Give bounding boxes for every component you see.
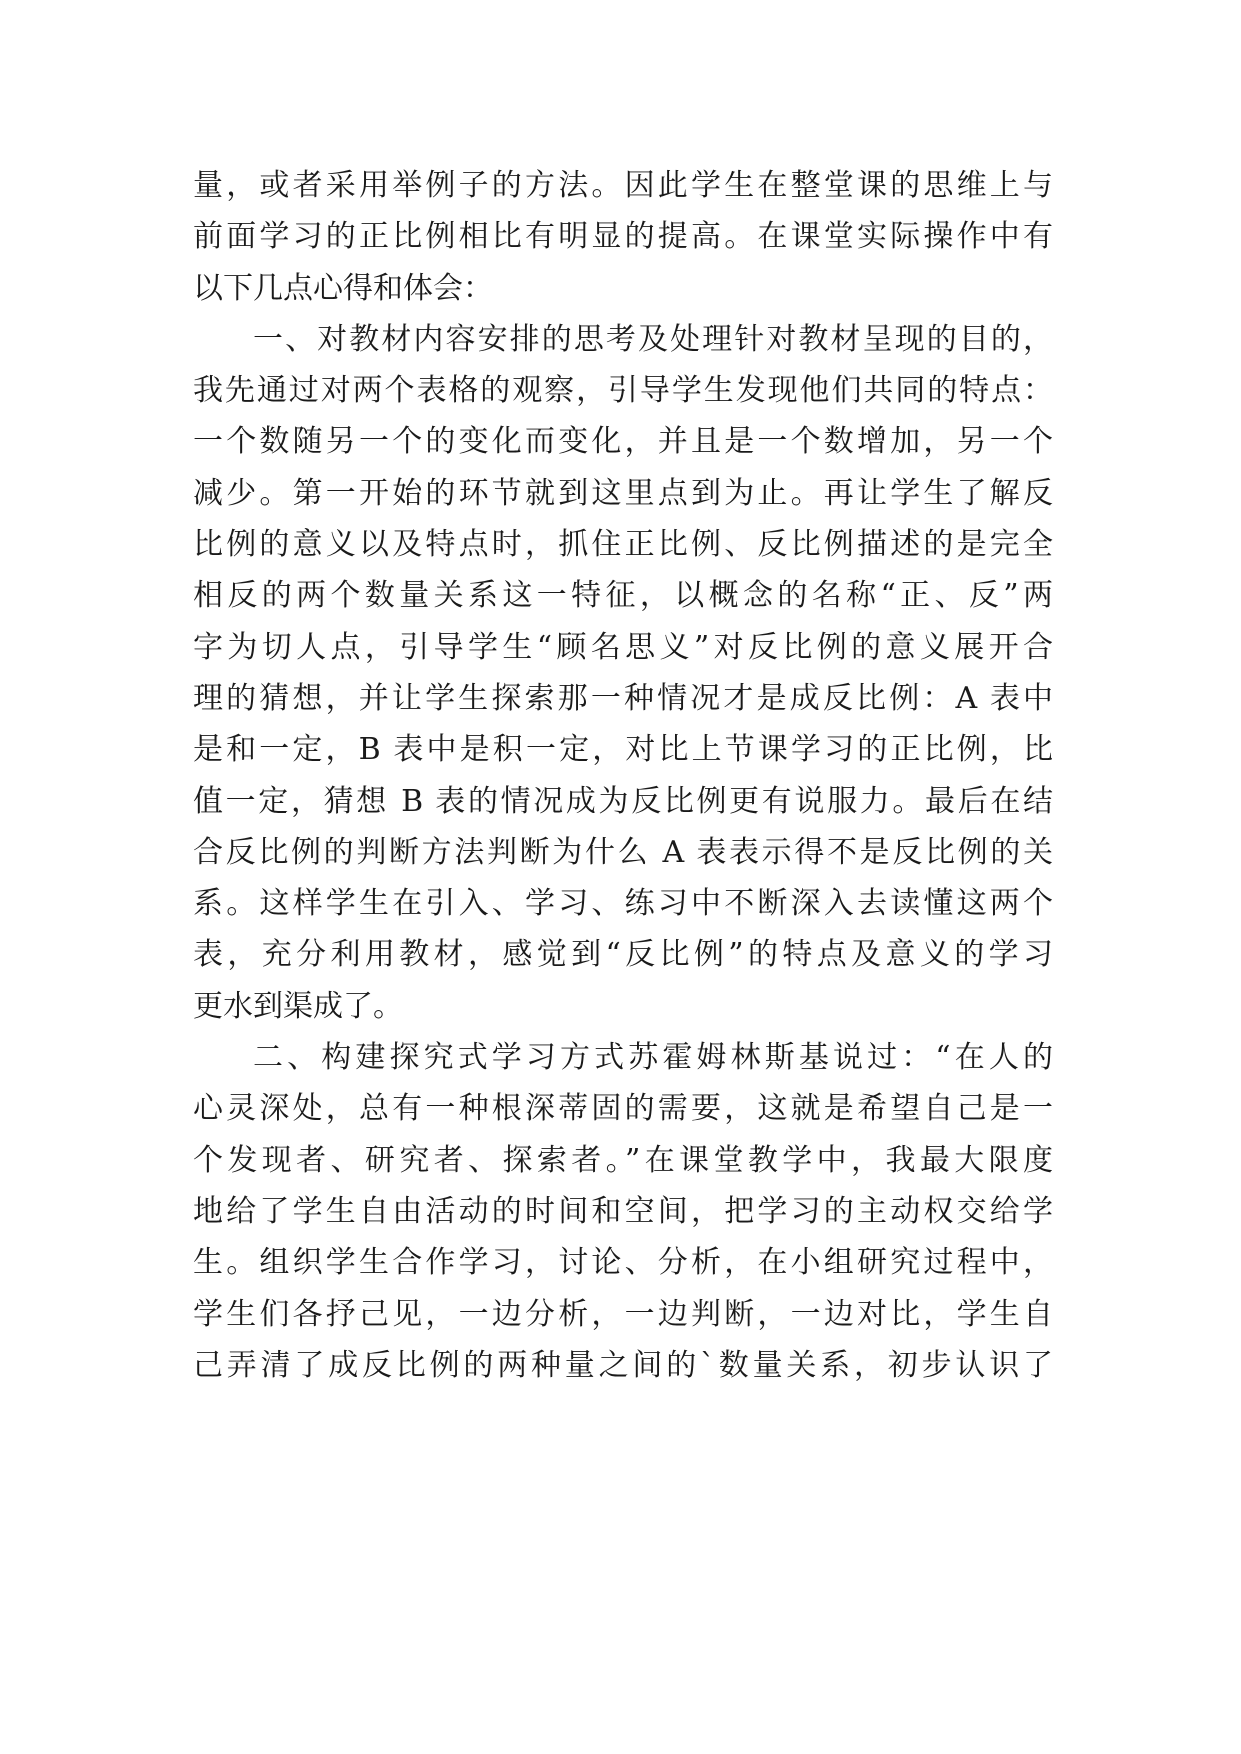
text-line: 表，充分利用教材，感觉到“反比例”的特点及意义的学习: [193, 937, 1053, 973]
paragraph-first-line: 一、对教材内容安排的思考及处理针对教材呈现的目的，: [253, 321, 1053, 357]
text-line: 心灵深处，总有一种根深蒂固的需要，这就是希望自己是一: [193, 1091, 1053, 1127]
text-line: 以下几点心得和体会：: [193, 270, 493, 306]
text-line: 个发现者、研究者、探索者。”在课堂教学中，我最大限度: [193, 1142, 1053, 1178]
text-line: 比例的意义以及特点时，抓住正比例、反比例描述的是完全: [193, 527, 1053, 563]
text-line: 学生们各抒己见，一边分析，一边判断，一边对比，学生自: [193, 1296, 1053, 1332]
paragraph-first-line: 二、构建探究式学习方式苏霍姆林斯基说过：“在人的: [253, 1040, 1053, 1076]
text-line: 生。组织学生合作学习，讨论、分析，在小组研究过程中，: [193, 1245, 1053, 1281]
text-line: 量，或者采用举例子的方法。因此学生在整堂课的思维上与: [193, 168, 1053, 203]
text-line: 一个数随另一个的变化而变化，并且是一个数增加，另一个: [193, 424, 1053, 460]
text-line: 值一定，猜想 B 表的情况成为反比例更有说服力。最后在结: [193, 783, 1053, 819]
text-line: 己弄清了成反比例的两种量之间的`数量关系，初步认识了: [193, 1347, 1053, 1383]
text-line: 我先通过对两个表格的观察，引导学生发现他们共同的特点：: [193, 373, 1053, 409]
text-line: 理的猜想，并让学生探索那一种情况才是成反比例：A 表中: [193, 680, 1053, 716]
text-line: 合反比例的判断方法判断为什么 A 表表示得不是反比例的关: [193, 834, 1053, 870]
text-line: 地给了学生自由活动的时间和空间，把学习的主动权交给学: [193, 1193, 1053, 1229]
text-line: 减少。第一开始的环节就到这里点到为止。再让学生了解反: [193, 475, 1053, 511]
text-line: 字为切人点，引导学生“顾名思义”对反比例的意义展开合: [193, 629, 1053, 665]
body-text: [193, 160, 1053, 1391]
text-line: 是和一定，B 表中是积一定，对比上节课学习的正比例，比: [193, 732, 1053, 768]
text-line: 更水到渠成了。: [193, 988, 403, 1024]
text-line: 相反的两个数量关系这一特征，以概念的名称“正、反”两: [193, 578, 1053, 614]
text-line: 系。这样学生在引入、学习、练习中不断深入去读懂这两个: [193, 886, 1053, 922]
text-line: 前面学习的正比例相比有明显的提高。在课堂实际操作中有: [193, 219, 1053, 255]
